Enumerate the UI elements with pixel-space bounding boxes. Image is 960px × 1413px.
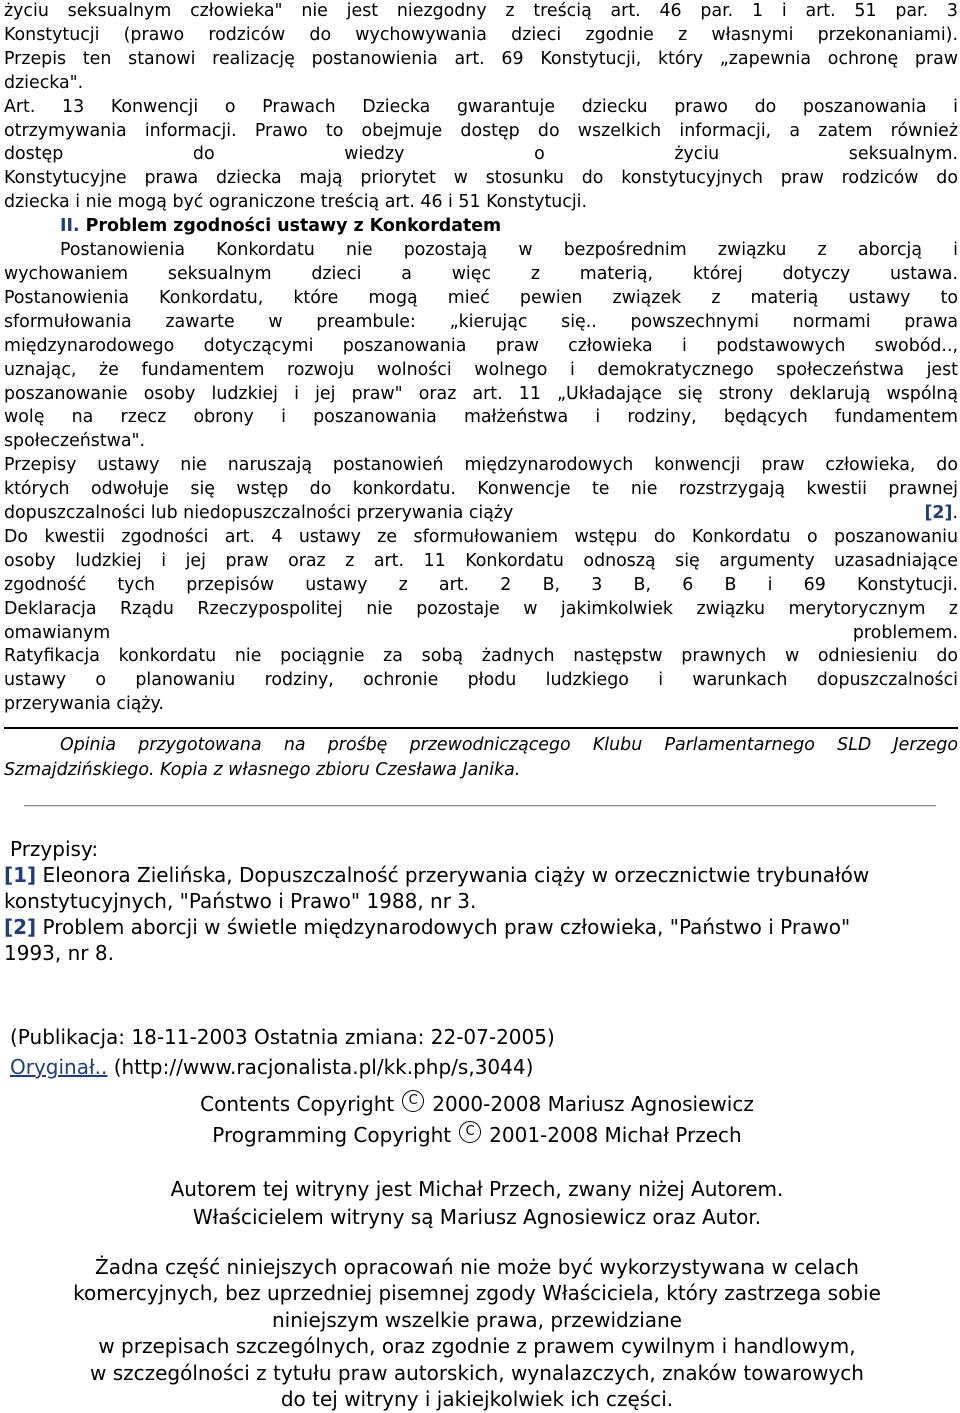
source-note bbox=[4, 733, 958, 783]
footnote-text: Eleonora Zielińska, Dopuszczalność przerywania ciąży w orzecznictwie trybunałów bbox=[36, 863, 870, 887]
copyright-icon: C bbox=[459, 1121, 481, 1143]
text-line: Przepis ten stanowi realizację postanowienia art. 69 Konstytucji, który „zapewnia ochronę praw bbox=[4, 48, 958, 69]
programming-copyright bbox=[0, 1120, 954, 1150]
footnote-anchor-1[interactable]: [1] bbox=[4, 863, 37, 887]
horizontal-rule bbox=[24, 805, 936, 807]
copyright-label: Contents Copyright bbox=[200, 1092, 395, 1116]
text-line: uznając, że fundamentem rozwoju wolności wolnego i demokratycznego społeczeństwa jest bbox=[4, 359, 958, 380]
copyright-label: Programming Copyright bbox=[212, 1123, 452, 1147]
legal-line: Żadna część niniejszych opracowań nie może być wykorzystywana w celach bbox=[95, 1255, 859, 1279]
publication-dates: (Publikacja: 18-11-2003 Ostatnia zmiana: 22-07-2005) bbox=[10, 1025, 555, 1049]
text-line: Deklaracja Rządu Rzeczypospolitej nie pozostaje w jakimkolwiek związku merytorycznym z bbox=[4, 598, 958, 619]
text-line: międzynarodowego dotyczącymi poszanowania praw człowieka i podstawowych swobód.., bbox=[4, 335, 958, 356]
text-fragment: . bbox=[952, 503, 958, 524]
text-line: sformułowania zawarte w preambule: „kierując się.. powszechnymi normami prawa bbox=[4, 311, 958, 332]
text-fragment: problemem. bbox=[852, 622, 958, 643]
footnote-item bbox=[4, 914, 958, 940]
text-line: osoby ludzkiej i jej praw oraz z art. 11 Konkordatu odnoszą się argumenty uzasadniające bbox=[4, 550, 958, 571]
footnote-item-cont: konstytucyjnych, "Państwo i Prawo" 1988, nr 3. bbox=[4, 889, 477, 913]
text-line: Do kwestii zgodności art. 4 ustawy ze sformułowaniem wstępu do Konkordatu o poszanowaniu bbox=[4, 526, 958, 547]
footnotes-title: Przypisy: bbox=[10, 837, 99, 861]
footnote-anchor-2[interactable]: [2] bbox=[4, 915, 37, 939]
text-line: społeczeństwa". bbox=[4, 431, 146, 452]
section-heading bbox=[4, 215, 958, 239]
article-body bbox=[4, 0, 958, 717]
footnote-item-cont: 1993, nr 8. bbox=[4, 941, 114, 965]
note-line: Szmajdzińskiego. Kopia z własnego zbioru Czesława Janika. bbox=[4, 760, 521, 780]
text-line: dziecka". bbox=[4, 72, 84, 93]
text-line: Ratyfikacja konkordatu nie pociągnie za sobą żadnych następstw prawnych w odniesieniu do bbox=[4, 646, 958, 667]
text-fragment: dopuszczalności lub niedopuszczalności przerywania ciąży bbox=[4, 503, 514, 524]
text-line: poszanowanie osoby ludzkiej i jej praw" oraz art. 11 „Układające się strony deklarują wspólną bbox=[4, 383, 958, 404]
text-line: Art. 13 Konwencji o Prawach Dziecka gwarantuje dziecku prawo do poszanowania i bbox=[4, 96, 958, 117]
text-line: życiu seksualnym człowieka" nie jest niezgodny z treścią art. 46 par. 1 i art. 51 par. 3 bbox=[4, 1, 958, 21]
text-line: Przepisy ustawy nie naruszają postanowień międzynarodowych konwencji praw człowieka, do bbox=[4, 455, 958, 476]
copyright-holder: 2000-2008 Mariusz Agnosiewicz bbox=[432, 1092, 754, 1116]
text-line: zgodność tych przepisów ustawy z art. 2 B, 3 B, 6 B i 69 Konstytucji. bbox=[4, 574, 958, 595]
author-line: Autorem tej witryny jest Michał Przech, zwany niżej Autorem. bbox=[170, 1177, 784, 1201]
text-line: dostęp do wiedzy o życiu seksualnym. bbox=[4, 144, 958, 165]
footnote-link[interactable] bbox=[924, 502, 958, 526]
legal-notice bbox=[0, 1254, 954, 1412]
text-line: Konstytucyjne prawa dziecka mają priorytet w stosunku do konstytucyjnych praw rodziców do bbox=[4, 168, 958, 189]
text-line: przerywania ciąży. bbox=[4, 694, 164, 715]
text-line: wychowaniem seksualnym dzieci a więc z materią, której dotyczy ustawa. bbox=[4, 263, 958, 284]
section-title: Problem zgodności ustawy z Konkordatem bbox=[79, 216, 502, 237]
legal-line: niniejszym wszelkie prawa, przewidziane bbox=[272, 1307, 682, 1332]
footnote-ref-2[interactable]: [2] bbox=[924, 503, 953, 524]
footnote-text: Problem aborcji w świetle międzynarodowych praw człowieka, "Państwo i Prawo" bbox=[36, 915, 851, 939]
copyright-icon: C bbox=[402, 1090, 424, 1112]
text-line: otrzymywania informacji. Prawo to obejmuje dostęp do wszelkich informacji, a zatem również bbox=[4, 120, 958, 141]
original-link[interactable]: Oryginał.. bbox=[10, 1055, 108, 1079]
legal-line: do tej witryny i jakiejkolwiek ich części. bbox=[280, 1387, 674, 1412]
publication-info bbox=[10, 1022, 555, 1082]
text-line: Postanowienia Konkordatu nie pozostają w bezpośrednim związku z aborcją i bbox=[60, 240, 958, 261]
text-line: dziecka i nie mogą być ograniczone treścią art. 46 i 51 Konstytucji. bbox=[4, 192, 588, 213]
note-line: Opinia przygotowana na prośbę przewodniczącego Klubu Parlamentarnego SLD Jerzego bbox=[60, 735, 958, 755]
legal-line: komercyjnych, bez uprzedniej pisemnej zgody Właściciela, który zastrzega sobie bbox=[73, 1281, 881, 1306]
text-line: ustawy o planowaniu rodziny, ochronie płodu ludzkiego i warunkach dopuszczalności bbox=[4, 670, 958, 691]
text-line: których odwołuje się wstęp do konkordatu. Konwencje te nie rozstrzygają kwestii prawnej bbox=[4, 479, 958, 500]
original-source bbox=[10, 1052, 555, 1082]
text-fragment: omawianym bbox=[4, 622, 111, 643]
legal-line: w przepisach szczególnych, oraz zgodnie z prawem cywilnym i handlowym, bbox=[98, 1334, 856, 1359]
legal-line: w szczególności z tytułu praw autorskich, wynalazczych, znaków towarowych bbox=[90, 1360, 864, 1385]
text-line bbox=[4, 502, 958, 526]
text-line bbox=[4, 622, 958, 646]
footnotes bbox=[4, 836, 958, 966]
original-url: (http://www.racjonalista.pl/kk.php/s,3044) bbox=[107, 1055, 534, 1079]
section-divider bbox=[4, 727, 958, 729]
owner-line: Właścicielem witryny są Mariusz Agnosiewicz oraz Autor. bbox=[192, 1205, 762, 1229]
author-info bbox=[0, 1175, 954, 1231]
text-line: Postanowienia Konkordatu, które mogą mieć pewien związek z materią ustawy to bbox=[4, 287, 958, 308]
text-line: wolę na rzecz obrony i poszanowania małżeństwa i rodziny, będących fundamentem bbox=[4, 407, 958, 428]
footnote-item bbox=[4, 862, 958, 888]
copyright-holder: 2001-2008 Michał Przech bbox=[489, 1123, 742, 1147]
text-line: Konstytucji (prawo rodziców do wychowywania dzieci zgodnie z własnymi przekonaniami). bbox=[4, 24, 958, 45]
section-number: II. bbox=[60, 216, 80, 237]
contents-copyright bbox=[0, 1089, 954, 1119]
